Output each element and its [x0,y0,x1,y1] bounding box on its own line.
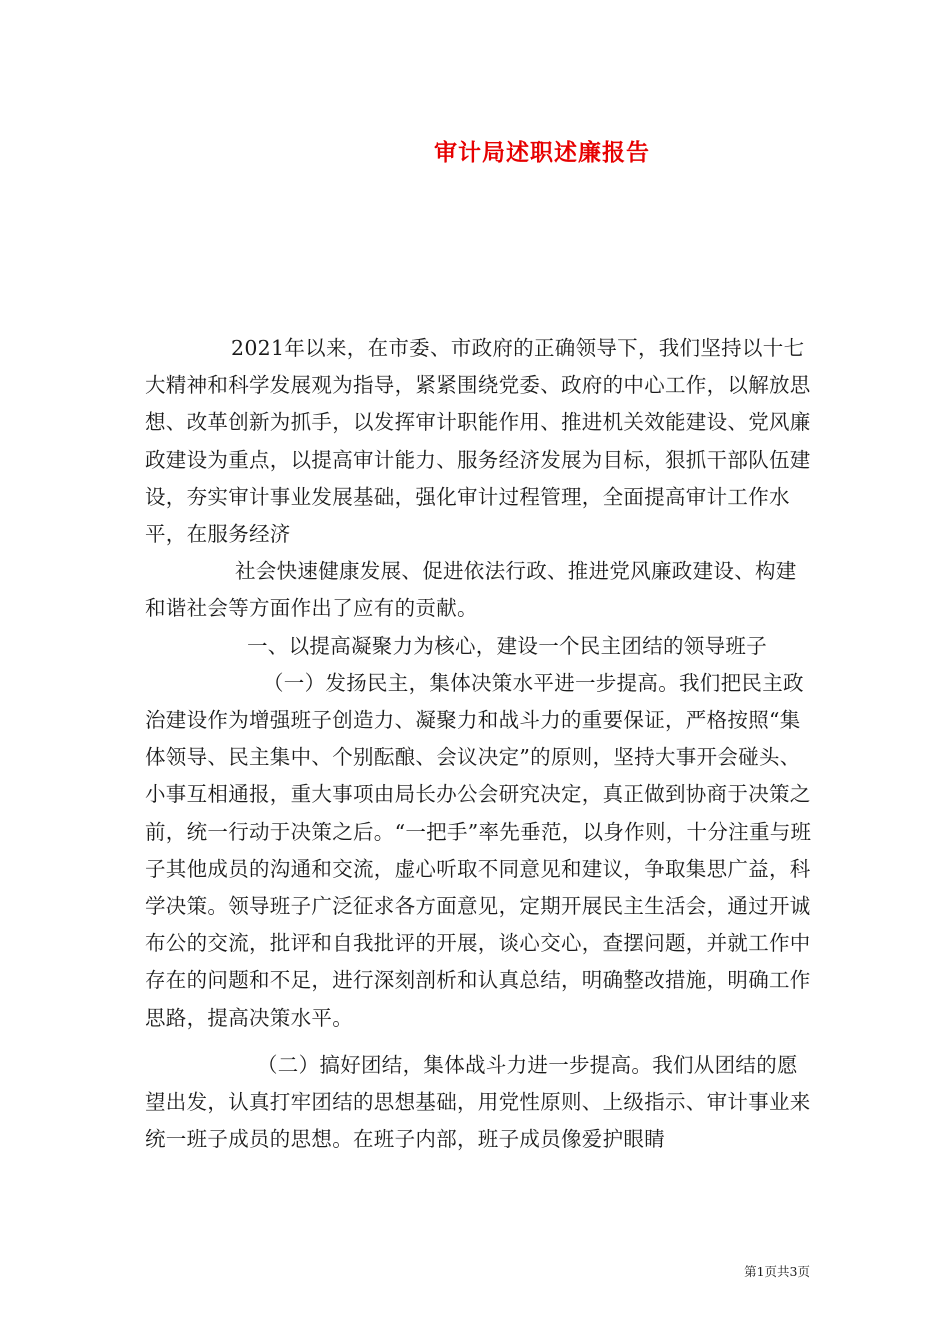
paragraph-intro-continued: 社会快速健康发展、促进依法行政、推进党风廉政建设、构建和谐社会等方面作出了应有的贡献。 [145,559,797,621]
page-number: 第1页共3页 [744,1264,810,1279]
paragraph-intro: 2021年以来，在市委、市政府的正确领导下，我们坚持以十七大精神和科学发展观为指导，紧紧围绕党委、政府的中心工作，以解放思想、改革创新为抓手，以发挥审计职能作用、推进机关效能建设、党风廉政建设为重点，以提高审计能力、服务经济发展为目标，狠抓干部队伍建设，夯实审计事业发展基础，强化审计过程管理，全面提高审计工作水平，在服务经济 [145,336,811,547]
document-title: 审计局述职述廉报告 [434,139,650,166]
document-body [145,330,813,1158]
paragraph-unity: （二）搞好团结，集体战斗力进一步提高。我们从团结的愿望出发，认真打牢团结的思想基础，用党性原则、上级指示、审计事业来统一班子成员的思想。在班子内部，班子成员像爱护眼睛 [145,1052,811,1152]
section-heading-1: 一、以提高凝聚力为核心，建设一个民主团结的领导班子 [247,633,767,658]
paragraph-democracy: （一）发扬民主，集体决策水平进一步提高。我们把民主政治建设作为增强班子创造力、凝聚力和战斗力的重要保证，严格按照“集体领导、民主集中、个别酝酿、会议决定”的原则，坚持大事开会碰头、小事互相通报，重大事项由局长办公会研究决定，真正做到协商于决策之前，统一行动于决策之后。“一把手”率先垂范，以身作则，十分注重与班子其他成员的沟通和交流，虚心听取不同意见和建议，争取集思广益，科学决策。领导班子广泛征求各方面意见，定期开展民主生活会，通过开诚布公的交流，批评和自我批评的开展，谈心交心，查摆问题，并就工作中存在的问题和不足，进行深刻剖析和认真总结，明确整改措施，明确工作思路，提高决策水平。 [145,670,812,1030]
